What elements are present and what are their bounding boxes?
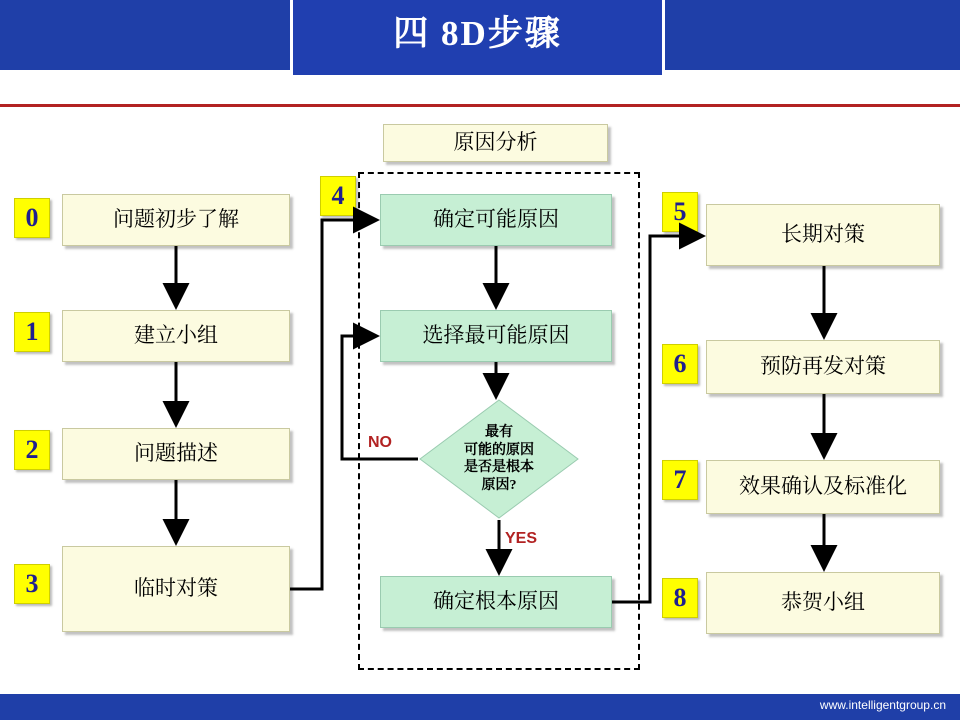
- cause-box-identify-possible: 确定可能原因: [380, 194, 612, 246]
- cause-box-select-most-likely: 选择最可能原因: [380, 310, 612, 362]
- step-box-5: 长期对策: [706, 204, 940, 266]
- step-number-2: 2: [14, 430, 50, 470]
- branch-label-yes: YES: [505, 530, 538, 547]
- step-box-6: 预防再发对策: [706, 340, 940, 394]
- step-box-2: 问题描述: [62, 428, 290, 480]
- step-number-3: 3: [14, 564, 50, 604]
- step-box-8: 恭贺小组: [706, 572, 940, 634]
- header-divider: [0, 104, 960, 107]
- cause-box-determine-root: 确定根本原因: [380, 576, 612, 628]
- step-box-1: 建立小组: [62, 310, 290, 362]
- footer-band: [0, 694, 960, 720]
- step-number-1: 1: [14, 312, 50, 352]
- page-title: 四 8D步骤: [393, 14, 562, 53]
- group-label-box: 原因分析: [383, 124, 608, 162]
- decision-diamond: [418, 398, 580, 520]
- step-box-0: 问题初步了解: [62, 194, 290, 246]
- decision-line-4: 原因?: [481, 477, 517, 493]
- step-number-4: 4: [320, 176, 356, 216]
- branch-label-no: NO: [368, 434, 392, 451]
- step-number-6: 6: [662, 344, 698, 384]
- step-number-5: 5: [662, 192, 698, 232]
- step-box-7: 效果确认及标准化: [706, 460, 940, 514]
- decision-line-1: 最有: [485, 425, 513, 440]
- step-number-7: 7: [662, 460, 698, 500]
- step-number-0: 0: [14, 198, 50, 238]
- footer-website: www.intelligentgroup.cn: [819, 698, 946, 712]
- step-number-8: 8: [662, 578, 698, 618]
- decision-line-2: 可能的原因: [464, 442, 534, 458]
- step-box-3: 临时对策: [62, 546, 290, 632]
- decision-line-3: 是否是根本: [464, 460, 534, 475]
